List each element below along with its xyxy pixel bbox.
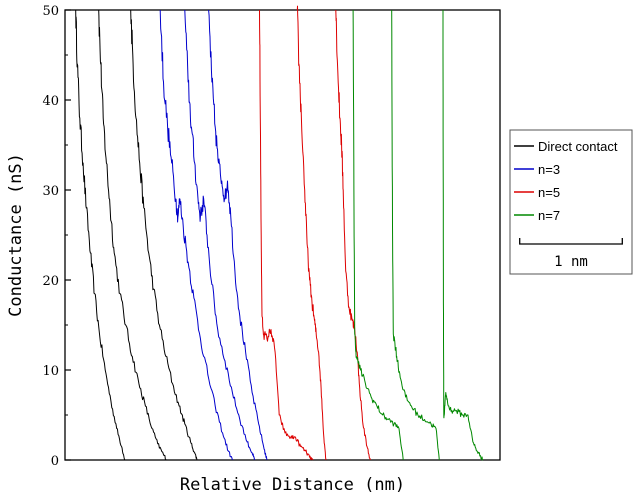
plot-area: [42, 4, 500, 469]
y-tick-label: 10: [42, 364, 59, 379]
trace-n-5-1: [260, 10, 313, 460]
y-tick-label: 0: [50, 454, 59, 469]
y-axis: [42, 4, 71, 469]
legend-label: n=5: [538, 185, 561, 200]
y-axis-title: Conductance (nS): [6, 153, 26, 317]
x-axis-title: Relative Distance (nm): [179, 475, 406, 495]
legend: [510, 130, 632, 274]
y-tick-label: 30: [42, 184, 59, 199]
legend-label: Direct contact: [538, 139, 618, 154]
legend-label: n=7: [538, 208, 561, 223]
plot-frame: [65, 10, 500, 460]
trace-direct-contact-3: [131, 10, 197, 460]
y-tick-label: 50: [42, 4, 59, 19]
trace-n-3-2: [185, 10, 255, 460]
trace-n-7-3: [443, 10, 483, 460]
traces: [76, 6, 483, 460]
trace-n-7-1: [353, 10, 403, 460]
y-tick-label: 20: [42, 274, 59, 289]
legend-label: n=3: [538, 162, 561, 177]
trace-n-7-2: [392, 10, 440, 460]
trace-n-5-2: [297, 6, 326, 460]
y-tick-label: 40: [42, 94, 59, 109]
trace-n-3-3: [209, 10, 267, 460]
trace-n-3-1: [160, 10, 232, 460]
scale-bar-label: 1 nm: [554, 254, 588, 270]
trace-direct-contact-1: [76, 10, 125, 460]
